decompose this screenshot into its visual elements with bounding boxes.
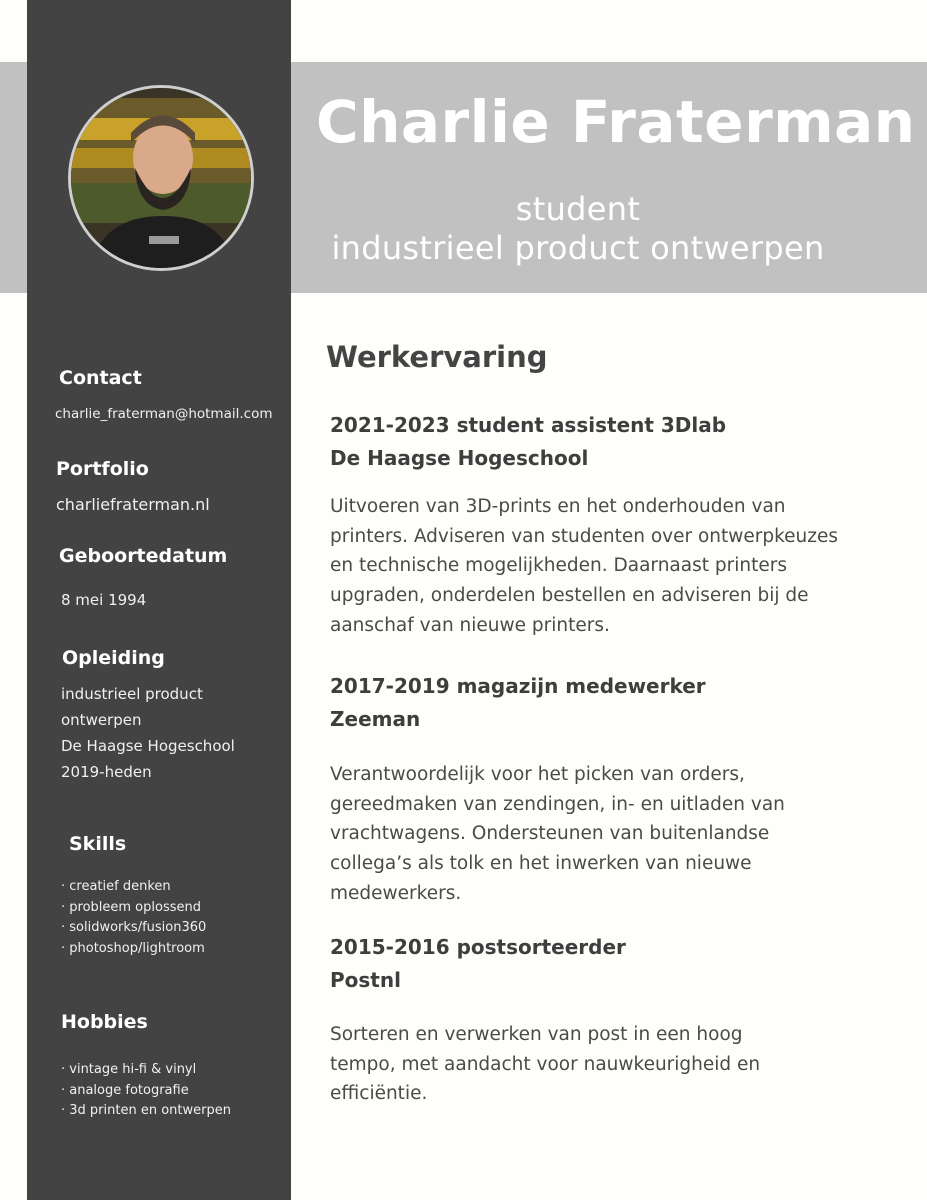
job-company: Postnl xyxy=(330,968,401,992)
education-line: 2019-heden xyxy=(61,763,152,781)
hobby-item: · analoge fotografie xyxy=(61,1082,189,1098)
skill-item: · photoshop/lightroom xyxy=(61,940,205,956)
hobbies-heading: Hobbies xyxy=(61,1011,148,1033)
candidate-role xyxy=(291,190,865,268)
job-line: aanschaf van nieuwe printers. xyxy=(330,614,610,636)
skills-heading: Skills xyxy=(69,833,127,855)
job-company: De Haagse Hogeschool xyxy=(330,446,589,470)
hobby-item: · vintage hi-fi & vinyl xyxy=(61,1062,197,1077)
job-line: Sorteren en verwerken van post in een hoog xyxy=(330,1024,743,1045)
job-line: medewerkers. xyxy=(330,882,462,904)
skill-item: · probleem oplossend xyxy=(61,899,201,915)
education-line: De Haagse Hogeschool xyxy=(61,737,235,755)
skill-item: · creatief denken xyxy=(61,879,171,894)
job-line: collega’s als tolk en het inwerken van nieuwe xyxy=(330,853,752,875)
candidate-name: Charlie Fraterman xyxy=(316,88,916,156)
hobbies-list xyxy=(61,1060,231,1122)
job-description xyxy=(330,1020,870,1109)
job-company: Zeeman xyxy=(330,707,421,731)
education-line: ontwerpen xyxy=(61,711,142,729)
job-line: gereedmaken van zendingen, in- en uitladen van xyxy=(330,793,785,815)
job-line: printers. Adviseren van studenten over ontwerpkeuzes xyxy=(330,525,839,547)
job-line: efficiëntie. xyxy=(330,1083,428,1105)
job-title: 2021-2023 student assistent 3Dlab xyxy=(330,413,727,437)
education-heading: Opleiding xyxy=(62,647,165,669)
contact-email[interactable]: charlie_fraterman@hotmail.com xyxy=(55,406,273,422)
job-line: upgraden, onderdelen bestellen en adviseren bij de xyxy=(330,585,809,607)
job-line: en technische mogelijkheden. Daarnaast printers xyxy=(330,555,787,577)
job-line: vrachtwagens. Ondersteunen van buitenlandse xyxy=(330,823,770,845)
education-list xyxy=(61,681,235,785)
job-description xyxy=(330,492,870,641)
job-header xyxy=(330,670,706,736)
portfolio-link[interactable]: charliefraterman.nl xyxy=(56,495,210,514)
role-line-1: student xyxy=(515,190,641,228)
birthdate-value: 8 mei 1994 xyxy=(61,591,147,609)
job-line: Uitvoeren van 3D-prints en het onderhouden van xyxy=(330,496,786,517)
contact-heading: Contact xyxy=(59,367,142,389)
skill-item: · solidworks/fusion360 xyxy=(61,920,207,935)
job-line: Verantwoordelijk voor het picken van orders, xyxy=(330,764,745,785)
portfolio-heading: Portfolio xyxy=(56,458,149,480)
birthdate-heading: Geboortedatum xyxy=(59,545,228,567)
job-header xyxy=(330,409,726,475)
job-title: 2017-2019 magazijn medewerker xyxy=(330,674,706,698)
job-description xyxy=(330,760,870,909)
job-title: 2015-2016 postsorteerder xyxy=(330,935,626,959)
experience-heading: Werkervaring xyxy=(326,340,548,374)
profile-photo xyxy=(68,85,254,271)
education-line: industrieel product xyxy=(61,685,203,703)
job-line: tempo, met aandacht voor nauwkeurigheid en xyxy=(330,1053,761,1075)
skills-list xyxy=(61,877,206,959)
hobby-item: · 3d printen en ontwerpen xyxy=(61,1103,231,1118)
role-line-2: industrieel product ontwerpen xyxy=(331,229,825,267)
job-header xyxy=(330,931,626,997)
